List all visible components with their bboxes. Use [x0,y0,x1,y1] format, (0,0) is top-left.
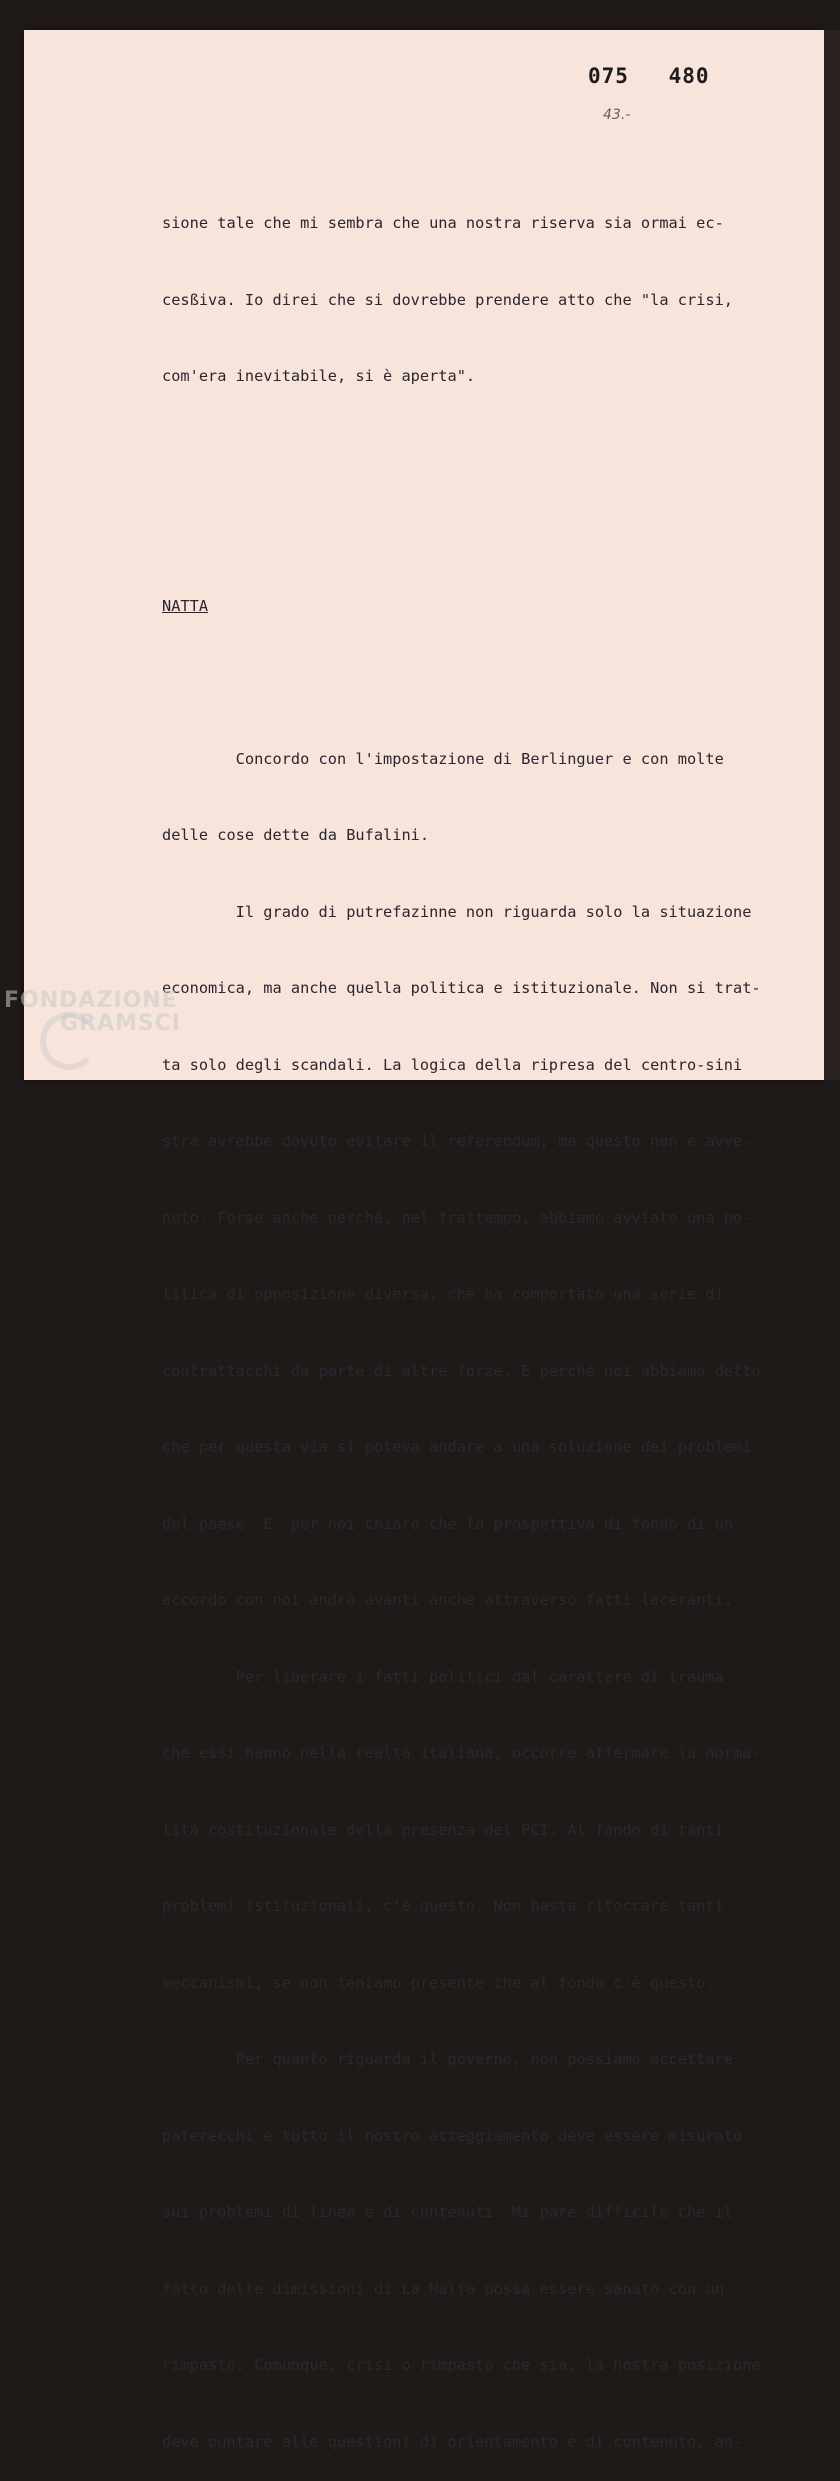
text-line: economica, ma anche quella politica e istituzionale. Non si trat- [162,979,761,997]
page-number: 43.- [603,107,631,123]
watermark-line-2: GRAMSCI [60,1011,182,1036]
text-line: che per questa via si poteva andare a una soluzione dei problemi [162,1438,752,1456]
text-line: deve puntare alle questioni di orientamento e di contenuto, an- [162,2432,743,2451]
text-line: contrattacchi da parte di altre forze. E perché noi abbiamo detto [162,1361,761,1380]
text-line: paterecchi e tutto il nostro atteggiamento deve essere misurato [162,2126,743,2145]
text-line: stra avrebbe dovuto evitare il referendum, ma questo non è avve- [162,1132,752,1150]
text-line: nuto. Forse anche perché, nel frattempo, abbiamo avviato una po- [162,1208,752,1227]
text-line: lità costituzionale della presenza del PCI. Al fondo di tanti [162,1820,724,1839]
text-line: cesßiva. Io direi che si dovrebbe prendere atto che "la crisi, [162,290,733,309]
blank-line [162,670,792,696]
text-line: com'era inevitabile, si è aperta". [162,367,476,385]
text-line: sione tale che mi sembra che una nostra riserva sia ormai ec- [162,214,724,232]
document-body [162,160,792,2481]
text-line: Per quanto riguarda il governo, non possiamo accettare [162,2050,733,2068]
text-line: Il grado di putrefazinne non riguarda solo la situazione [162,902,752,921]
text-line: che essi hanno nella realtà italiana, occorre affermare la norma- [162,1744,761,1762]
text-line: delle cose dette da Bufalini. [162,826,430,844]
text-line: Per liberare i fatti politici dal carattere di trauma [162,1667,724,1686]
document-number-part-b: 480 [668,64,710,88]
watermark-g-icon [40,1012,98,1070]
archive-watermark-logo [4,988,204,1036]
watermark-line-1: FONDAZIONE [4,988,178,1013]
text-line: meccanismi, se non teniamo presente che al fondo c'è questo. [162,1973,715,1992]
text-line: ta solo degli scandali. La logica della ripresa del centro-sini [162,1055,743,1074]
document-number-part-a: 075 [588,64,629,88]
blank-line [162,517,792,543]
text-line: litica di opposizione diversa, che ha comportato una serie di [162,1285,724,1303]
text-line: Concordo con l'impostazione di Berlinguer e con molte [162,749,724,768]
blank-line [162,441,792,467]
text-line: del paese. E' per noi chiaro che la prospettiva di fondo di un [162,1514,733,1533]
text-line: fatto delle dimissioni di La Malfa possa essere sanato con un [162,2279,724,2298]
page-edge-shadow [824,30,840,1080]
text-line: sui problemi di linea e di contenuti. Mi pare difficile che il [162,2203,733,2221]
document-number [588,64,710,88]
text-line: accordo con noi andrà avanti anche attraverso fatti laceranti. [162,1591,733,1609]
text-line: rimpasto. Comunque, crisi o rimpasto che sia, la nostra posizione [162,2356,761,2374]
speaker-heading: NATTA [162,596,209,615]
text-line: problemi istituzionali, c'è questo. Non basta ritoccare tanti [162,1897,724,1915]
